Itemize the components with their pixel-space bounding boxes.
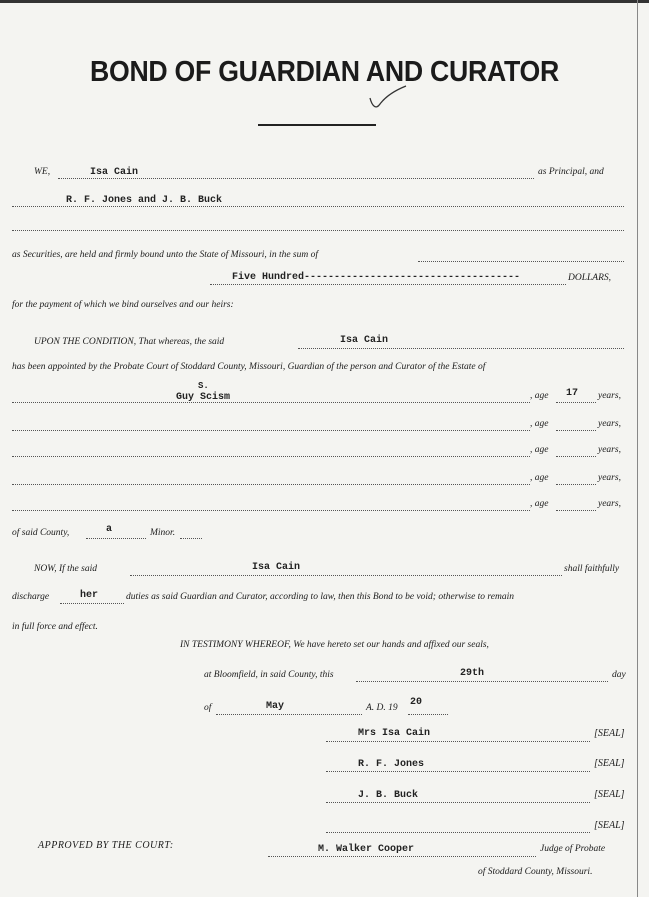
age-line-5 (556, 510, 596, 511)
top-border (0, 0, 649, 3)
county-label: of said County, (12, 528, 70, 538)
minor-line (180, 538, 202, 539)
age-label-1: , age (530, 391, 549, 401)
principal-line (58, 178, 534, 179)
condition-name: Isa Cain (340, 335, 389, 346)
ad-label: A. D. 19 (366, 703, 398, 713)
title-rule (258, 124, 376, 126)
now-name: Isa Cain (252, 562, 301, 573)
ward-superscript: S. (198, 381, 209, 391)
now-label: NOW, If the said (34, 564, 97, 574)
dollars-label: DOLLARS, (568, 273, 612, 283)
year-value: 20 (410, 697, 423, 708)
age-label-2: , age (530, 419, 549, 429)
sum-text: Five Hundred------------------------------------ (232, 272, 521, 283)
faithfully-label: shall faithfully (564, 564, 620, 574)
ward-line-2 (12, 430, 530, 431)
day-value: 29th (460, 668, 485, 679)
condition-line (298, 348, 624, 349)
blank-line (12, 230, 624, 231)
bloomfield-label: at Bloomfield, in said County, this (204, 670, 334, 680)
as-principal-label: as Principal, and (538, 167, 604, 177)
signature-2: R. F. Jones (358, 759, 425, 770)
years-label-4: years, (598, 473, 621, 483)
sum-line-top (418, 261, 624, 262)
signature-1: Mrs Isa Cain (358, 728, 431, 739)
day-label: day (612, 670, 626, 680)
minor-label: Minor. (150, 528, 176, 538)
force-text: in full force and effect. (12, 622, 98, 632)
approved-label: APPROVED BY THE COURT: (38, 840, 174, 851)
seal-label-1: [SEAL] (594, 728, 625, 739)
we-label: WE, (34, 167, 51, 177)
years-label-1: years, (598, 391, 621, 401)
age-line-1 (556, 402, 596, 403)
signature-line-3 (326, 802, 590, 803)
pronoun-line (60, 603, 124, 604)
payment-text: for the payment of which we bind ourselves and our heirs: (12, 300, 234, 310)
of-label: of (204, 703, 212, 713)
seal-label-4: [SEAL] (594, 820, 625, 831)
day-line (356, 681, 608, 682)
judge-label: Judge of Probate (540, 844, 606, 854)
judge-line (268, 856, 536, 857)
document-title: BOND OF GUARDIAN AND CURATOR (89, 56, 560, 88)
signature-line-4 (326, 832, 590, 833)
ward-name: Guy Scism (176, 392, 231, 403)
ward-line-5 (12, 510, 530, 511)
ward-line-4 (12, 484, 530, 485)
seal-label-2: [SEAL] (594, 758, 625, 769)
years-label-5: years, (598, 499, 621, 509)
ward-line-1 (12, 402, 530, 403)
age-label-4: , age (530, 473, 549, 483)
securities-names: R. F. Jones and J. B. Buck (66, 195, 223, 206)
seal-label-3: [SEAL] (594, 789, 625, 800)
judge-name: M. Walker Cooper (318, 844, 415, 855)
month-line (216, 714, 362, 715)
age-line-3 (556, 456, 596, 457)
signature-line-2 (326, 771, 590, 772)
sum-line (210, 284, 566, 285)
pronoun: her (80, 590, 99, 601)
condition-label: UPON THE CONDITION, That whereas, the said (34, 337, 225, 347)
appointed-text: has been appointed by the Probate Court of Stoddard County, Missouri, Guardian of the person and Curator of the Estate of (12, 362, 486, 372)
minor-article-line (86, 538, 146, 539)
age-line-2 (556, 430, 596, 431)
month-value: May (266, 701, 285, 712)
signature-3: J. B. Buck (358, 790, 419, 801)
now-line (130, 575, 562, 576)
duties-text: duties as said Guardian and Curator, according to law, then this Bond to be void; otherwise to remain (126, 592, 514, 602)
county-footer: of Stoddard County, Missouri. (478, 867, 593, 877)
securities-names-line (12, 206, 624, 207)
ward-line-3 (12, 456, 530, 457)
securities-text: as Securities, are held and firmly bound unto the State of Missouri, in the sum of (12, 250, 318, 260)
principal-name: Isa Cain (90, 167, 139, 178)
minor-article: a (106, 524, 113, 535)
check-mark-icon (366, 84, 410, 114)
years-label-3: years, (598, 445, 621, 455)
year-line (408, 714, 448, 715)
age-line-4 (556, 484, 596, 485)
age-label-3: , age (530, 445, 549, 455)
age-label-5: , age (530, 499, 549, 509)
ward-age: 17 (566, 388, 579, 399)
discharge-label: discharge (12, 592, 50, 602)
right-margin-line (637, 0, 638, 897)
testimony-text: IN TESTIMONY WHEREOF, We have hereto set our hands and affixed our seals, (180, 640, 489, 650)
signature-line-1 (326, 741, 590, 742)
years-label-2: years, (598, 419, 621, 429)
